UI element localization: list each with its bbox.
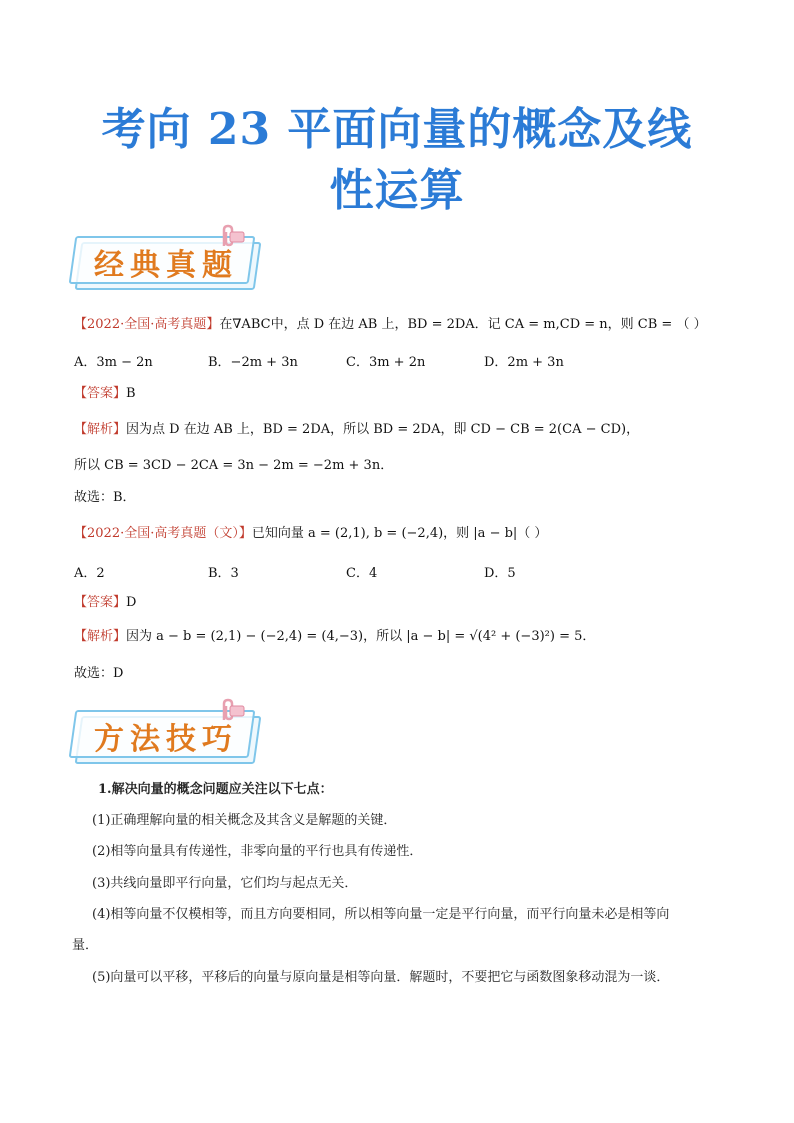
- q1-option-a: A．3m − 2n: [74, 355, 153, 370]
- q2-option-a: A．2: [74, 566, 105, 581]
- q2-answer-tag: 【答案】: [74, 595, 127, 610]
- page-title-line1: 考向 23 平面向量的概念及线: [101, 104, 693, 155]
- q1-option-d: D．2m + 3n: [484, 355, 564, 370]
- paper-clip-icon: [218, 224, 246, 250]
- method-item-4: (4)相等向量不仅模相等，而且方向要相同，所以相等向量一定是平行向量，而平行向量未必是相等向: [92, 907, 670, 922]
- q2-stem: 已知向量 a = (2,1), b = (−2,4)，则 |a − b|（ ）: [251, 526, 548, 541]
- method-heading: 1.解决向量的概念问题应关注以下七点：: [98, 782, 333, 797]
- q2-conclusion: 故选：D: [74, 666, 124, 681]
- method-item-1: (1)正确理解向量的相关概念及其含义是解题的关键．: [92, 813, 397, 828]
- method-item-4-cont: 量．: [72, 938, 99, 953]
- q2-analysis-tag: 【解析】: [74, 629, 127, 644]
- q2-option-c: C．4: [346, 566, 378, 581]
- method-item-3: (3)共线向量即平行向量，它们均与起点无关．: [92, 876, 358, 891]
- q1-analysis-tag: 【解析】: [74, 422, 127, 437]
- q1-analysis-line1: [74, 421, 639, 439]
- q2-option-b: B．3: [208, 566, 239, 581]
- q2-option-d: D．5: [484, 566, 516, 581]
- q2-source-tag: 【2022·全国·高考真题（文）】: [74, 526, 252, 541]
- q1-analysis1: 因为点 D 在边 AB 上，BD = 2DA，所以 BD = 2DA，即 CD − CB = 2(CA − CD)，: [126, 422, 640, 437]
- q1-analysis2: 所以 CB = 3CD − 2CA = 3n − 2m = −2m + 3n．: [74, 458, 394, 473]
- q1-answer: B: [126, 386, 136, 401]
- q2-analysis1: 因为 a − b = (2,1) − (−2,4) = (4,−3)，所以 |a − b| = √(4² + (−3)²) = 5．: [126, 629, 596, 644]
- method-item-2: (2)相等向量具有传递性，非零向量的平行也具有传递性．: [92, 844, 423, 859]
- q1-stem-line: [74, 316, 707, 334]
- q2-answer-line: [74, 594, 136, 612]
- section-title-classic: 经典真题: [94, 248, 238, 283]
- q1-answer-line: [74, 385, 136, 403]
- paper-clip-icon: [218, 698, 246, 724]
- q2-answer: D: [126, 595, 137, 610]
- q2-stem-line: [74, 525, 547, 543]
- section-banner-classic: [66, 226, 276, 296]
- q1-source-tag: 【2022·全国·高考真题】: [74, 317, 220, 332]
- q1-option-b: B．−2m + 3n: [208, 355, 298, 370]
- q1-stem: 在∇ABC中，点 D 在边 AB 上，BD = 2DA．记 CA = m,CD = n，则 CB = （ ）: [219, 317, 707, 332]
- q1-conclusion: 故选：B．: [74, 490, 136, 505]
- q2-analysis-line1: [74, 628, 595, 646]
- section-banner-method: [66, 700, 276, 770]
- page-title-line2: 性运算: [329, 165, 465, 216]
- section-title-method: 方法技巧: [94, 722, 238, 757]
- method-item-5: (5)向量可以平移，平移后的向量与原向量是相等向量．解题时，不要把它与函数图象移动混为一谈．: [92, 970, 670, 985]
- q1-option-c: C．3m + 2n: [346, 355, 426, 370]
- q1-answer-tag: 【答案】: [74, 386, 127, 401]
